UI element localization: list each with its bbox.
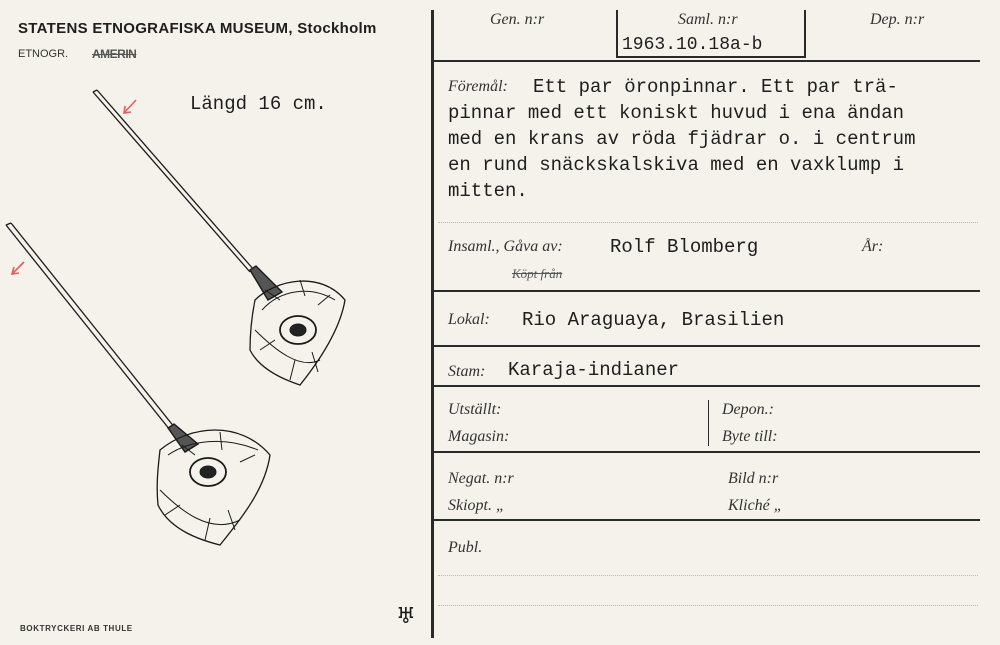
ear-sticks-drawing <box>0 0 430 620</box>
depon-label: Depon.: <box>722 401 774 418</box>
year-label: År: <box>862 238 884 255</box>
foremal-line-5: mitten. <box>448 180 528 202</box>
gen-number-label: Gen. n:r <box>490 11 545 28</box>
museum-title: STATENS ETNOGRAFISKA MUSEUM, Stockholm <box>18 20 377 37</box>
rule-header <box>434 60 980 62</box>
stam-value: Karaja-indianer <box>508 359 680 381</box>
rule-lokal <box>434 345 980 347</box>
bild-label: Bild n:r <box>728 470 779 487</box>
skiopt-label: Skiopt. „ <box>448 497 505 514</box>
ear-stick-lower <box>6 223 270 545</box>
lokal-label: Lokal: <box>448 311 490 328</box>
kop-stamp: Köpt från <box>512 266 563 281</box>
dept-stamp: AMERIN <box>92 47 137 61</box>
dept-label: ETNOGR. <box>18 48 69 60</box>
arrow-marker-top <box>124 100 136 113</box>
printer-imprint: BOKTRYCKERI AB THULE <box>20 624 133 633</box>
insaml-label: Insaml., Gåva av: <box>448 238 563 255</box>
foremal-line-1: Ett par öronpinnar. Ett par trä- <box>533 76 898 98</box>
magasin-label: Magasin: <box>448 428 510 445</box>
publ-label: Publ. <box>448 539 483 556</box>
foremal-line-4: en rund snäckskalskiva med en vaxklump i <box>448 154 905 176</box>
rule-storage <box>434 451 980 453</box>
length-note: Längd 16 cm. <box>190 93 327 115</box>
byte-label: Byte till: <box>722 428 778 445</box>
kliche-label: Kliché „ <box>728 497 783 514</box>
saml-box-bottom <box>616 56 806 58</box>
rule-insaml <box>434 290 980 292</box>
stam-label: Stam: <box>448 363 486 380</box>
foremal-line-3: med en krans av röda fjädrar o. i centrum <box>448 128 916 150</box>
lokal-value: Rio Araguaya, Brasilien <box>522 309 785 331</box>
printer-logo-icon: ♅ <box>396 604 416 629</box>
saml-number-value: 1963.10.18a-b <box>622 35 763 55</box>
negat-label: Negat. n:r <box>448 470 514 487</box>
storage-divider <box>708 400 709 446</box>
rule-photo <box>434 519 980 521</box>
rule-stam <box>434 385 980 387</box>
vertical-divider <box>431 10 434 638</box>
dep-number-label: Dep. n:r <box>870 11 925 28</box>
ear-stick-upper <box>93 90 345 385</box>
foremal-label: Föremål: <box>448 78 508 95</box>
foremal-line-2: pinnar med ett koniskt huvud i ena ändan <box>448 102 905 124</box>
arrow-marker-bottom <box>12 262 24 274</box>
saml-box-right <box>804 10 806 58</box>
utstallt-label: Utställt: <box>448 401 502 418</box>
saml-box-left <box>616 10 618 58</box>
saml-number-label: Saml. n:r <box>678 11 738 28</box>
insaml-value: Rolf Blomberg <box>610 236 759 258</box>
